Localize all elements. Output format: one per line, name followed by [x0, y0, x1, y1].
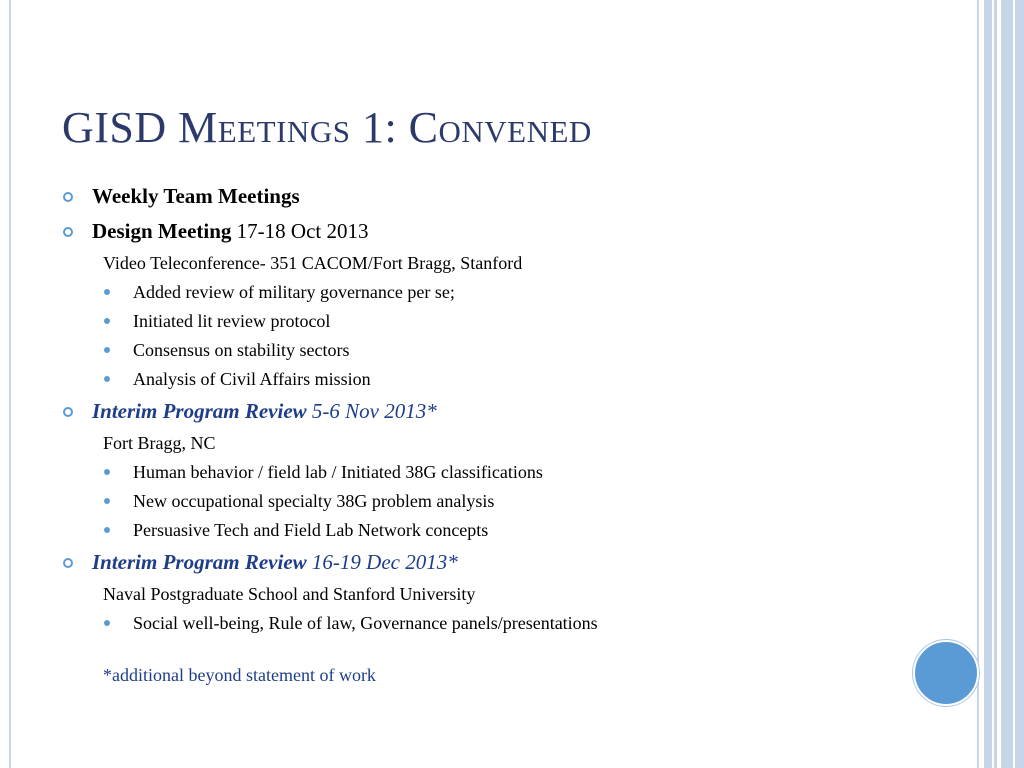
ring-bullet-icon [63, 407, 73, 417]
footnote: *additional beyond statement of work [103, 665, 376, 685]
sub-bullet-text: Human behavior / field lab / Initiated 38G classifications [133, 462, 543, 482]
bullet-heading: Interim Program Review [92, 550, 307, 574]
frame-band-right [984, 0, 992, 768]
sub-bullet-text: Persuasive Tech and Field Lab Network concepts [133, 520, 489, 540]
meeting-location: Fort Bragg, NC [103, 433, 216, 453]
dot-bullet-icon [104, 376, 110, 382]
bullet-detail: 5-6 Nov 2013* [306, 399, 437, 423]
sub-bullet [62, 281, 942, 304]
bullet-heading: Weekly Team Meetings [92, 184, 300, 208]
slide-title: GISD Meetings 1: Convened [62, 103, 592, 152]
dot-bullet-icon [104, 498, 110, 504]
sub-bullet [62, 519, 942, 542]
dot-bullet-icon [104, 469, 110, 475]
sub-bullet [62, 490, 942, 513]
ring-bullet-icon [63, 192, 73, 202]
frame-line-left [9, 0, 11, 768]
sub-bullet-text: Consensus on stability sectors [133, 340, 350, 360]
bullet-interim-review-nov [62, 397, 942, 425]
dot-bullet-icon [104, 527, 110, 533]
sub-bullet [62, 461, 942, 484]
sub-bullet-text: Initiated lit review protocol [133, 311, 331, 331]
frame-line-right [994, 0, 997, 768]
bullet-heading: Interim Program Review [92, 399, 307, 423]
sub-bullet-text: Added review of military governance per se; [133, 282, 455, 302]
meeting-location: Video Teleconference- 351 CACOM/Fort Bragg, Stanford [103, 253, 523, 273]
ring-bullet-icon [63, 558, 73, 568]
bullet-detail: 17-18 Oct 2013 [231, 219, 369, 243]
dot-bullet-icon [104, 289, 110, 295]
ring-bullet-icon [63, 227, 73, 237]
sub-bullet [62, 612, 942, 635]
bullet-interim-review-dec [62, 548, 942, 576]
dot-bullet-icon [104, 620, 110, 626]
bullet-weekly-team-meetings [62, 182, 942, 210]
bullet-heading: Design Meeting [92, 219, 232, 243]
bullet-design-meeting [62, 217, 942, 245]
dot-bullet-icon [104, 318, 110, 324]
dot-bullet-icon [104, 347, 110, 353]
bullet-detail: 16-19 Dec 2013* [306, 550, 458, 574]
sub-bullet-text: Social well-being, Rule of law, Governance panels/presentations [133, 613, 598, 633]
sub-bullet-text: Analysis of Civil Affairs mission [133, 369, 371, 389]
sub-bullet [62, 310, 942, 333]
frame-line-right [977, 0, 979, 768]
sub-bullet [62, 368, 942, 391]
slide-content [62, 182, 942, 687]
sub-bullet [62, 339, 942, 362]
sub-bullet-text: New occupational specialty 38G problem analysis [133, 491, 495, 511]
frame-gap-right [1013, 0, 1015, 768]
meeting-location: Naval Postgraduate School and Stanford University [103, 584, 476, 604]
